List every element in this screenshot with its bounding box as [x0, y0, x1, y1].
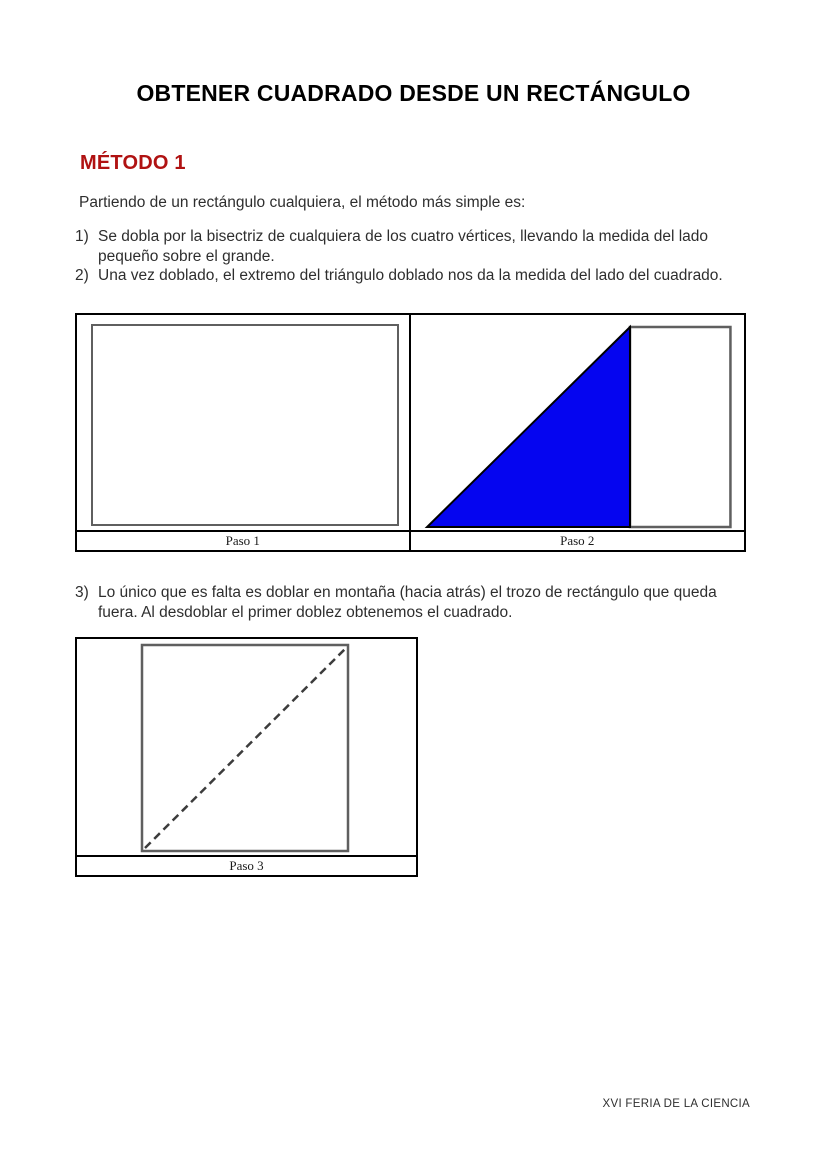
footer-text: XVI FERIA DE LA CIENCIA [602, 1098, 750, 1110]
step-item-3 [75, 583, 735, 622]
figure-table-paso-3 [75, 637, 418, 877]
figure-caption-paso-3: Paso 3 [77, 855, 416, 875]
folded-triangle-diagram [411, 315, 745, 530]
folded-blue-triangle [427, 327, 630, 527]
step-text: Se dobla por la bisectriz de cualquiera de los cuatro vértices, llevando la medida del lado pequeño sobre el grande. [98, 228, 709, 265]
figure-caption-paso-2: Paso 2 [411, 530, 745, 550]
intro-paragraph: Partiendo de un rectángulo cualquiera, el método más simple es: [79, 194, 526, 211]
figure-paso-1-drawing [77, 315, 411, 530]
figure-paso-2-drawing [411, 315, 745, 530]
section-heading-metodo-1: MÉTODO 1 [80, 152, 186, 174]
steps-list [75, 227, 735, 286]
step-item-2 [75, 266, 735, 286]
step-marker: 1) [75, 228, 89, 245]
figure-caption-paso-1: Paso 1 [77, 530, 411, 550]
page-title: OBTENER CUADRADO DESDE UN RECTÁNGULO [136, 80, 691, 106]
step-marker: 3) [75, 584, 89, 601]
step-marker: 2) [75, 267, 89, 284]
step-text: Lo único que es falta es doblar en montaña (hacia atrás) el trozo de rectángulo que queda fuera. Al desdoblar el primer doblez obtenemos el cuadrado. [98, 584, 717, 621]
step-text: Una vez doblado, el extremo del triángulo doblado nos da la medida del lado del cuadrado. [98, 267, 723, 284]
rectangle-outline-shape [91, 324, 399, 526]
figure-table-paso-1-2 [75, 313, 746, 552]
square-with-fold-line-diagram [77, 639, 416, 855]
remaining-strip-rectangle [629, 327, 729, 527]
step-item-1 [75, 227, 735, 266]
figure-paso-3-drawing [77, 639, 416, 855]
